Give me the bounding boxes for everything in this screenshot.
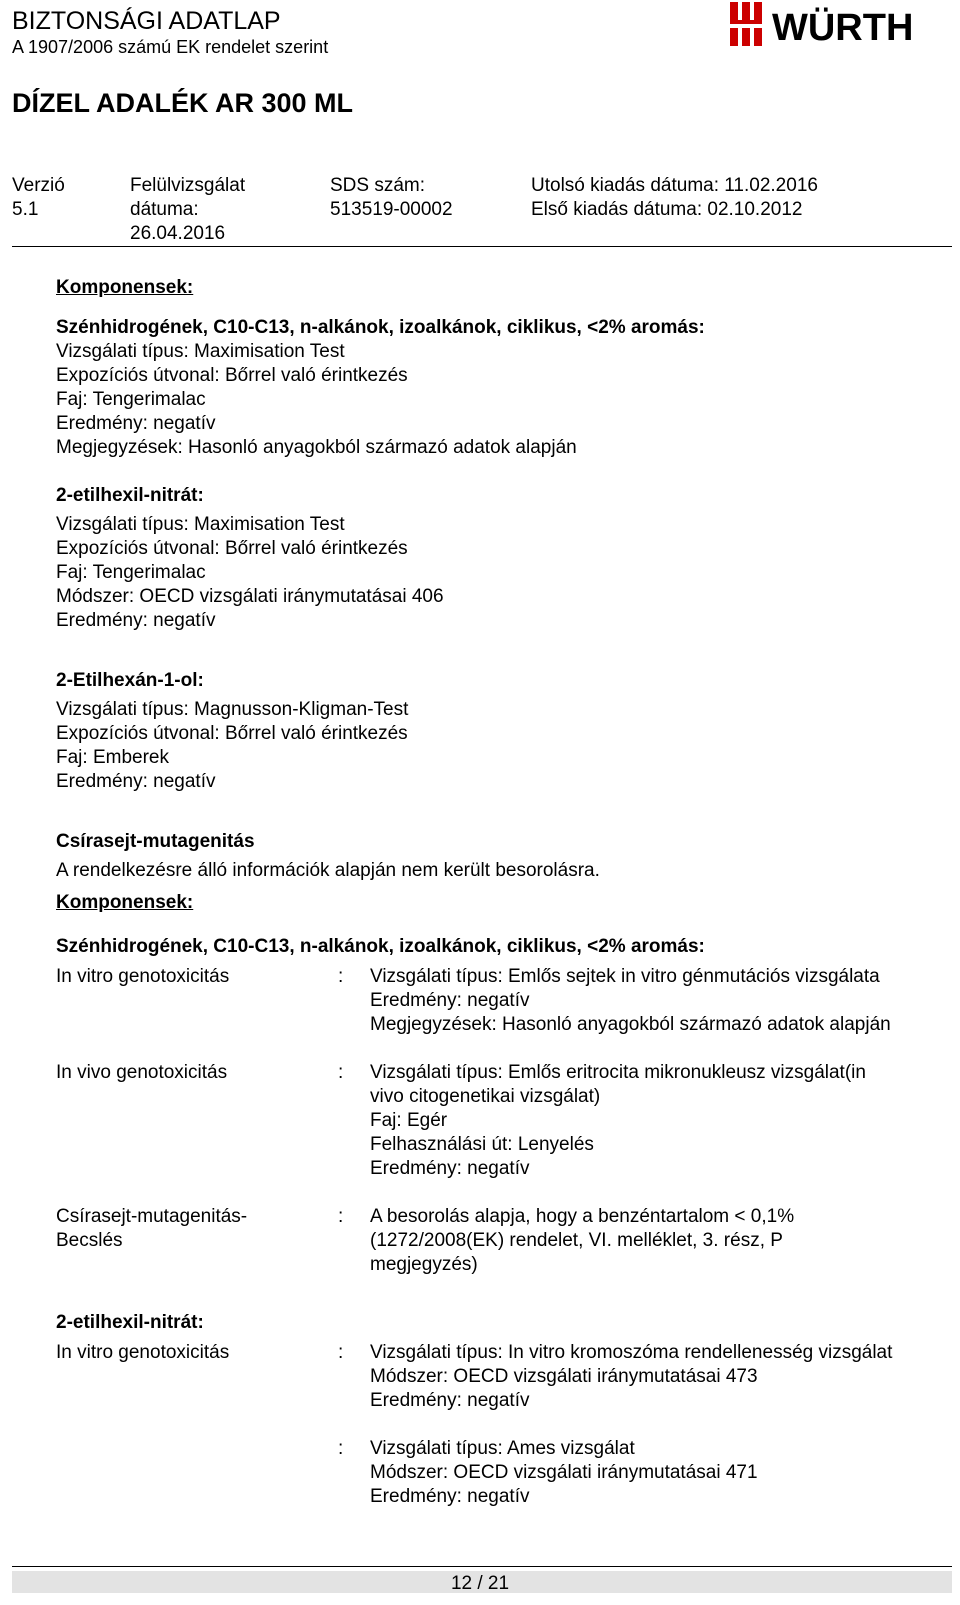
sds-label: SDS szám: <box>330 175 426 196</box>
component-detail: Expozíciós útvonal: Bőrrel való érintkezés <box>56 723 408 744</box>
component-detail: Vizsgálati típus: Maximisation Test <box>56 514 345 535</box>
version-block <box>12 174 65 222</box>
row-value-line: Eredmény: negatív <box>370 1390 530 1411</box>
document-body <box>56 276 946 1509</box>
row-colon: : <box>338 1342 344 1363</box>
component-detail: Eredmény: negatív <box>56 771 216 792</box>
component-detail: Expozíciós útvonal: Bőrrel való érintkezés <box>56 538 408 559</box>
row-value-line: Vizsgálati típus: Emlős eritrocita mikronukleusz vizsgálat(in <box>370 1062 866 1083</box>
regulation-subtitle: A 1907/2006 számú EK rendelet szerint <box>12 37 329 57</box>
logo-text: WÜRTH <box>772 7 914 49</box>
row-value-line: megjegyzés) <box>370 1254 478 1275</box>
row-value-line: Megjegyzések: Hasonló anyagokból származó adatok alapján <box>370 1014 891 1035</box>
row-value-line: Módszer: OECD vizsgálati iránymutatásai 471 <box>370 1462 758 1483</box>
sds-number: 513519-00002 <box>330 199 453 220</box>
row-value-line: Vizsgálati típus: Emlős sejtek in vitro génmutációs vizsgálata <box>370 966 880 987</box>
footer-divider <box>12 1566 952 1567</box>
section-heading-mutagenicity: Csírasejt-mutagenitás <box>56 831 255 852</box>
row-value-line: A besorolás alapja, hogy a benzéntartalom < 0,1% <box>370 1206 795 1227</box>
revision-block <box>130 174 245 246</box>
component-detail: Módszer: OECD vizsgálati iránymutatásai 406 <box>56 586 444 607</box>
wurth-logo <box>730 0 952 52</box>
row-label: In vitro genotoxicitás <box>56 1342 230 1363</box>
row-colon: : <box>338 1438 344 1459</box>
component-detail: Faj: Tengerimalac <box>56 389 206 410</box>
first-issue-date: Első kiadás dátuma: 02.10.2012 <box>531 199 803 220</box>
classification-note: A rendelkezésre álló információk alapján nem került besorolásra. <box>56 860 600 881</box>
document-title: BIZTONSÁGI ADATLAP <box>12 7 281 35</box>
component-detail: Faj: Emberek <box>56 747 169 768</box>
component-detail: Eredmény: negatív <box>56 610 216 631</box>
page-number: 12 / 21 <box>450 1573 510 1594</box>
product-name: DÍZEL ADALÉK AR 300 ML <box>12 88 354 118</box>
component-name: 2-etilhexil-nitrát: <box>56 485 204 506</box>
genotoxicity-row <box>56 965 946 1037</box>
header-divider <box>12 246 952 247</box>
component-name: 2-Etilhexán-1-ol: <box>56 670 204 691</box>
row-value-line: Vizsgálati típus: Ames vizsgálat <box>370 1438 635 1459</box>
row-value-line: Eredmény: negatív <box>370 1158 530 1179</box>
row-colon: : <box>338 966 344 987</box>
revision-label: Felülvizsgálat <box>130 175 246 196</box>
component-name: 2-etilhexil-nitrát: <box>56 1312 204 1333</box>
row-value-line: Felhasználási út: Lenyelés <box>370 1134 594 1155</box>
genotoxicity-row <box>56 1205 946 1277</box>
row-value-line: Módszer: OECD vizsgálati iránymutatásai 473 <box>370 1366 758 1387</box>
version-value: 5.1 <box>12 199 39 220</box>
component-name: Szénhidrogének, C10-C13, n-alkánok, izoalkánok, ciklikus, <2% aromás: <box>56 317 705 338</box>
components-heading: Komponensek: <box>56 892 194 913</box>
row-value-line: Faj: Egér <box>370 1110 448 1131</box>
component-detail: Vizsgálati típus: Magnusson-Kligman-Test <box>56 699 409 720</box>
row-value-line: (1272/2008(EK) rendelet, VI. melléklet, 3. rész, P <box>370 1230 783 1251</box>
row-value-line: Vizsgálati típus: In vitro kromoszóma rendellenesség vizsgálat <box>370 1342 893 1363</box>
issue-dates-block <box>531 174 818 222</box>
component-detail: Faj: Tengerimalac <box>56 562 206 583</box>
genotoxicity-row <box>56 1341 946 1413</box>
version-label: Verzió <box>12 175 65 196</box>
row-label: Becslés <box>56 1230 123 1251</box>
sds-block <box>330 174 453 222</box>
components-heading: Komponensek: <box>56 277 194 298</box>
row-value-line: vivo citogenetikai vizsgálat) <box>370 1086 601 1107</box>
last-issue-date: Utolsó kiadás dátuma: 11.02.2016 <box>531 175 818 196</box>
component-detail: Eredmény: negatív <box>56 413 216 434</box>
row-label: In vivo genotoxicitás <box>56 1062 228 1083</box>
genotoxicity-row <box>56 1437 946 1509</box>
row-value-line: Eredmény: negatív <box>370 1486 530 1507</box>
revision-label-2: dátuma: <box>130 199 199 220</box>
genotoxicity-row <box>56 1061 946 1181</box>
revision-date: 26.04.2016 <box>130 223 226 244</box>
row-value-line: Eredmény: negatív <box>370 990 530 1011</box>
component-detail: Megjegyzések: Hasonló anyagokból származó adatok alapján <box>56 437 577 458</box>
row-colon: : <box>338 1206 344 1227</box>
component-detail: Expozíciós útvonal: Bőrrel való érintkezés <box>56 365 408 386</box>
row-label: Csírasejt-mutagenitás- <box>56 1206 248 1227</box>
component-detail: Vizsgálati típus: Maximisation Test <box>56 341 345 362</box>
component-name: Szénhidrogének, C10-C13, n-alkánok, izoalkánok, ciklikus, <2% aromás: <box>56 936 705 957</box>
row-label <box>56 1437 338 1509</box>
row-label: In vitro genotoxicitás <box>56 966 230 987</box>
row-colon: : <box>338 1062 344 1083</box>
